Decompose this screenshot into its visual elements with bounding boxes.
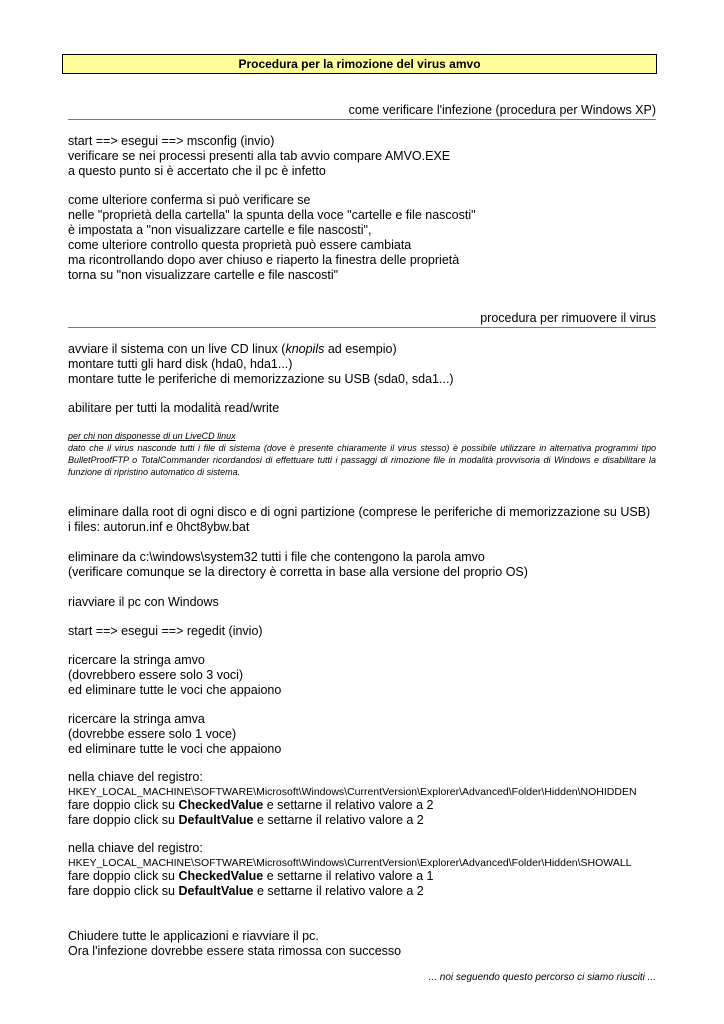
boot-line-post: ad esempio)	[324, 342, 397, 356]
text-line: nella chiave del registro:	[68, 841, 203, 855]
footer-note: ... noi seguendo questo percorso ci siamo riusciti ...	[428, 972, 656, 983]
section-heading-verify: come verificare l'infezione (procedura per Windows XP)	[68, 103, 656, 120]
registry-key-showall: HKEY_LOCAL_MACHINE\SOFTWARE\Microsoft\Windows\CurrentVersion\Explorer\Advanced\Folder\Hidden\SHOWALL	[68, 857, 632, 869]
click-prefix: fare doppio click su	[68, 813, 179, 827]
click-default-line	[68, 884, 424, 899]
boot-line-pre: avviare il sistema con un live CD linux (	[68, 342, 286, 356]
text-line: eliminare da c:\windows\system32 tutti i file che contengono la parola amvo	[68, 550, 485, 564]
click-prefix: fare doppio click su	[68, 869, 179, 883]
boot-line	[68, 342, 397, 357]
text-line: Chiudere tutte le applicazioni e riavviare il pc.	[68, 929, 319, 943]
text-line: ma ricontrollando dopo aver chiuso e riaperto la finestra delle proprietà	[68, 253, 460, 267]
text-line: a questo punto si è accertato che il pc è infetto	[68, 164, 326, 178]
checked-value-label: CheckedValue	[178, 869, 264, 883]
boot-line-distro: knopils	[285, 342, 325, 356]
note-title: per chi non disponesse di un LiveCD linux	[68, 431, 236, 441]
value-suffix: e settarne il relativo valore a 2	[253, 884, 424, 898]
text-line: montare tutti gli hard disk (hda0, hda1...)	[68, 357, 293, 371]
text-line: è impostata a "non visualizzare cartelle e file nascosti",	[68, 223, 372, 237]
value-suffix: e settarne il relativo valore a 2	[263, 798, 434, 812]
document-title: Procedura per la rimozione del virus amvo	[62, 54, 657, 74]
text-line: ed eliminare tutte le voci che appaiono	[68, 742, 282, 756]
text-line: nelle "proprietà della cartella" la spunta della voce "cartelle e file nascosti"	[68, 208, 476, 222]
click-default-line	[68, 813, 424, 828]
click-checked-line	[68, 869, 433, 884]
value-suffix: e settarne il relativo valore a 1	[263, 869, 434, 883]
text-line: torna su "non visualizzare cartelle e file nascosti"	[68, 268, 339, 282]
click-checked-line	[68, 798, 433, 813]
text-line: Ora l'infezione dovrebbe essere stata rimossa con successo	[68, 944, 402, 958]
note-text: dato che il virus nasconde tutti i file di sistema (dove è presente chiaramente il virus stesso) è possibile utilizzare in alternativa programmi tipo BulletProofFTP o TotalCommander ricordandosi di effettuare tutti i passaggi di rimozione file in modalità provvisoria di Windows e disabilitare la funzione di ripristino automatico di sistema.	[68, 443, 656, 477]
text-line: start ==> esegui ==> msconfig (invio)	[68, 134, 275, 148]
text-line: ed eliminare tutte le voci che appaiono	[68, 683, 282, 697]
text-line: nella chiave del registro:	[68, 770, 203, 784]
text-line: abilitare per tutti la modalità read/write	[68, 401, 280, 415]
livecd-note	[68, 430, 656, 478]
text-line: come ulteriore conferma si può verificare se	[68, 193, 311, 207]
text-line: (dovrebbe essere solo 1 voce)	[68, 727, 237, 741]
text-line: eliminare dalla root di ogni disco e di ogni partizione (comprese le periferiche di memorizzazione su USB)	[68, 505, 651, 519]
text-line: ricercare la stringa amvo	[68, 653, 205, 667]
checked-value-label: CheckedValue	[178, 798, 264, 812]
text-line: montare tutte le periferiche di memorizzazione su USB (sda0, sda1...)	[68, 372, 454, 386]
text-line: come ulteriore controllo questa proprietà può essere cambiata	[68, 238, 412, 252]
text-line: riavviare il pc con Windows	[68, 595, 219, 609]
value-suffix: e settarne il relativo valore a 2	[253, 813, 424, 827]
text-line: i files: autorun.inf e 0hct8ybw.bat	[68, 520, 250, 534]
section-heading-remove: procedura per rimuovere il virus	[68, 311, 656, 328]
text-line: start ==> esegui ==> regedit (invio)	[68, 624, 263, 638]
text-line: (dovrebbero essere solo 3 voci)	[68, 668, 244, 682]
default-value-label: DefaultValue	[178, 884, 254, 898]
text-line: verificare se nei processi presenti alla tab avvio compare AMVO.EXE	[68, 149, 451, 163]
registry-key-nohidden: HKEY_LOCAL_MACHINE\SOFTWARE\Microsoft\Windows\CurrentVersion\Explorer\Advanced\Folder\Hidden\NOHIDDEN	[68, 786, 637, 798]
default-value-label: DefaultValue	[178, 813, 254, 827]
text-line: (verificare comunque se la directory è corretta in base alla versione del proprio OS)	[68, 565, 528, 579]
click-prefix: fare doppio click su	[68, 798, 179, 812]
text-line: ricercare la stringa amva	[68, 712, 205, 726]
click-prefix: fare doppio click su	[68, 884, 179, 898]
